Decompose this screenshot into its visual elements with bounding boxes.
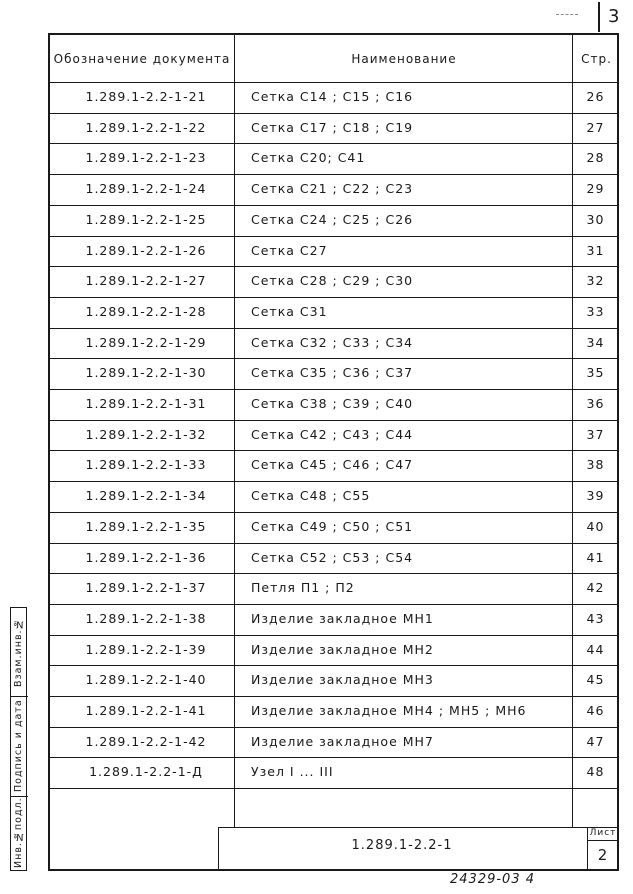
row-name: Изделие закладное МН3 bbox=[251, 672, 434, 688]
pencil-mark bbox=[556, 14, 578, 15]
row-code: 1.289.1-2.2-1-39 bbox=[85, 641, 207, 657]
row-code: 1.289.1-2.2-1-22 bbox=[85, 119, 207, 135]
row-code: 1.289.1-2.2-1-24 bbox=[85, 181, 207, 197]
row-name: Сетка С31 bbox=[251, 303, 328, 319]
row-code: 1.289.1-2.2-1-33 bbox=[85, 457, 207, 473]
table-row bbox=[48, 450, 619, 481]
stamp-border-left bbox=[218, 827, 219, 871]
row-code: 1.289.1-2.2-1-30 bbox=[85, 365, 207, 381]
table-row bbox=[48, 205, 619, 236]
row-code: 1.289.1-2.2-1-25 bbox=[85, 211, 207, 227]
table-row bbox=[48, 573, 619, 604]
table-row bbox=[48, 389, 619, 420]
table-row bbox=[48, 481, 619, 512]
table-row bbox=[48, 358, 619, 389]
row-page: 33 bbox=[586, 303, 605, 319]
row-page: 30 bbox=[586, 211, 605, 227]
row-code: 1.289.1-2.2-1-42 bbox=[85, 733, 207, 749]
row-page: 46 bbox=[586, 703, 605, 718]
table-row bbox=[48, 174, 619, 205]
row-page: 37 bbox=[586, 426, 605, 442]
row-name: Сетка С14 ; С15 ; С16 bbox=[251, 89, 414, 104]
table-row bbox=[48, 420, 619, 451]
row-page: 28 bbox=[586, 150, 605, 166]
row-name: Сетка С42 ; С43 ; С44 bbox=[251, 426, 414, 442]
row-page: 47 bbox=[586, 733, 605, 749]
table-row bbox=[48, 757, 619, 788]
row-name: Изделие закладное МН4 ; МН5 ; МН6 bbox=[251, 703, 527, 718]
row-name: Изделие закладное МН1 bbox=[251, 610, 434, 626]
stamp-border-top bbox=[218, 827, 619, 828]
row-name: Сетка С20; С41 bbox=[251, 150, 366, 166]
row-name: Узел I ... III bbox=[251, 764, 334, 780]
table-row bbox=[48, 512, 619, 543]
row-name: Сетка С38 ; С39 ; С40 bbox=[251, 396, 414, 411]
row-page: 45 bbox=[586, 672, 605, 688]
row-code: 1.289.1-2.2-1-38 bbox=[85, 610, 207, 626]
row-page: 44 bbox=[586, 641, 605, 657]
row-page: 34 bbox=[586, 334, 605, 350]
table-row bbox=[48, 266, 619, 297]
row-name: Сетка С28 ; С29 ; С30 bbox=[251, 273, 414, 289]
table-row bbox=[48, 113, 619, 144]
row-page: 31 bbox=[586, 242, 605, 258]
table-row bbox=[48, 727, 619, 758]
row-page: 41 bbox=[586, 549, 605, 565]
row-name: Сетка С21 ; С22 ; С23 bbox=[251, 181, 414, 197]
row-page: 48 bbox=[586, 764, 605, 780]
row-page: 26 bbox=[586, 89, 605, 104]
table-row bbox=[48, 143, 619, 174]
table-row bbox=[48, 635, 619, 666]
table-row bbox=[48, 696, 619, 727]
table-row bbox=[48, 604, 619, 635]
sheet-number: 3 bbox=[598, 2, 632, 32]
row-page: 32 bbox=[586, 273, 605, 289]
row-name: Сетка С35 ; С36 ; С37 bbox=[251, 365, 414, 381]
header-name: Наименование bbox=[351, 52, 457, 66]
row-page: 43 bbox=[586, 610, 605, 626]
row-name: Изделие закладное МН7 bbox=[251, 733, 434, 749]
row-page: 40 bbox=[586, 518, 605, 534]
row-code: 1.289.1-2.2-1-36 bbox=[85, 549, 207, 565]
table-row bbox=[48, 665, 619, 696]
row-code: 1.289.1-2.2-1-32 bbox=[85, 426, 207, 442]
stamp-sheet-label: Лист bbox=[589, 828, 617, 838]
side-label-inv-orig: Инв.№подл. bbox=[13, 797, 24, 869]
row-name: Сетка С48 ; С55 bbox=[251, 488, 371, 504]
table-row bbox=[48, 543, 619, 574]
row-page: 38 bbox=[586, 457, 605, 473]
header-page: Стр. bbox=[581, 52, 612, 66]
header-code: Обозначение документа bbox=[53, 52, 231, 66]
row-page: 36 bbox=[586, 396, 605, 411]
row-code: 1.289.1-2.2-1-37 bbox=[85, 580, 207, 596]
stamp-sheet-line bbox=[587, 840, 619, 841]
row-code: 1.289.1-2.2-1-26 bbox=[85, 242, 207, 258]
side-stamp bbox=[10, 607, 27, 871]
row-name: Сетка С49 ; С50 ; С51 bbox=[251, 518, 414, 534]
row-divider bbox=[48, 788, 619, 789]
row-name: Петля П1 ; П2 bbox=[251, 580, 355, 596]
row-name: Сетка С52 ; С53 ; С54 bbox=[251, 549, 414, 565]
table-row bbox=[48, 82, 619, 113]
table-row bbox=[48, 297, 619, 328]
row-name: Сетка С24 ; С25 ; С26 bbox=[251, 211, 414, 227]
row-name: Сетка С17 ; С18 ; С19 bbox=[251, 119, 414, 135]
row-code: 1.289.1-2.2-1-40 bbox=[85, 672, 207, 688]
row-name: Изделие закладное МН2 bbox=[251, 641, 434, 657]
row-code: 1.289.1-2.2-1-23 bbox=[85, 150, 207, 166]
row-code: 1.289.1-2.2-1-27 bbox=[85, 273, 207, 289]
table-row bbox=[48, 236, 619, 267]
row-page: 35 bbox=[586, 365, 605, 381]
row-page: 29 bbox=[586, 181, 605, 197]
row-code: 1.289.1-2.2-1-29 bbox=[85, 334, 207, 350]
row-code: 1.289.1-2.2-1-41 bbox=[85, 703, 207, 718]
row-name: Сетка С27 bbox=[251, 242, 328, 258]
row-code: 1.289.1-2.2-1-34 bbox=[85, 488, 207, 504]
row-page: 42 bbox=[586, 580, 605, 596]
row-code: 1.289.1-2.2-1-31 bbox=[85, 396, 207, 411]
stamp-sheet-value: 2 bbox=[597, 846, 609, 864]
side-label-replace-inv: Взам.инв.№ bbox=[13, 617, 24, 687]
side-label-sign-date: Подпись и дата bbox=[13, 699, 24, 793]
row-code: 1.289.1-2.2-1-Д bbox=[89, 764, 203, 780]
table-row bbox=[48, 328, 619, 359]
row-name: Сетка С32 ; С33 ; С34 bbox=[251, 334, 414, 350]
row-page: 27 bbox=[586, 119, 605, 135]
row-code: 1.289.1-2.2-1-35 bbox=[85, 518, 207, 534]
row-page: 39 bbox=[586, 488, 605, 504]
row-name: Сетка С45 ; С46 ; С47 bbox=[251, 457, 414, 473]
stamp-document-code: 1.289.1-2.2-1 bbox=[351, 838, 453, 853]
row-code: 1.289.1-2.2-1-21 bbox=[85, 89, 207, 104]
footer-number: 24329-03 4 bbox=[450, 872, 535, 887]
row-code: 1.289.1-2.2-1-28 bbox=[85, 303, 207, 319]
